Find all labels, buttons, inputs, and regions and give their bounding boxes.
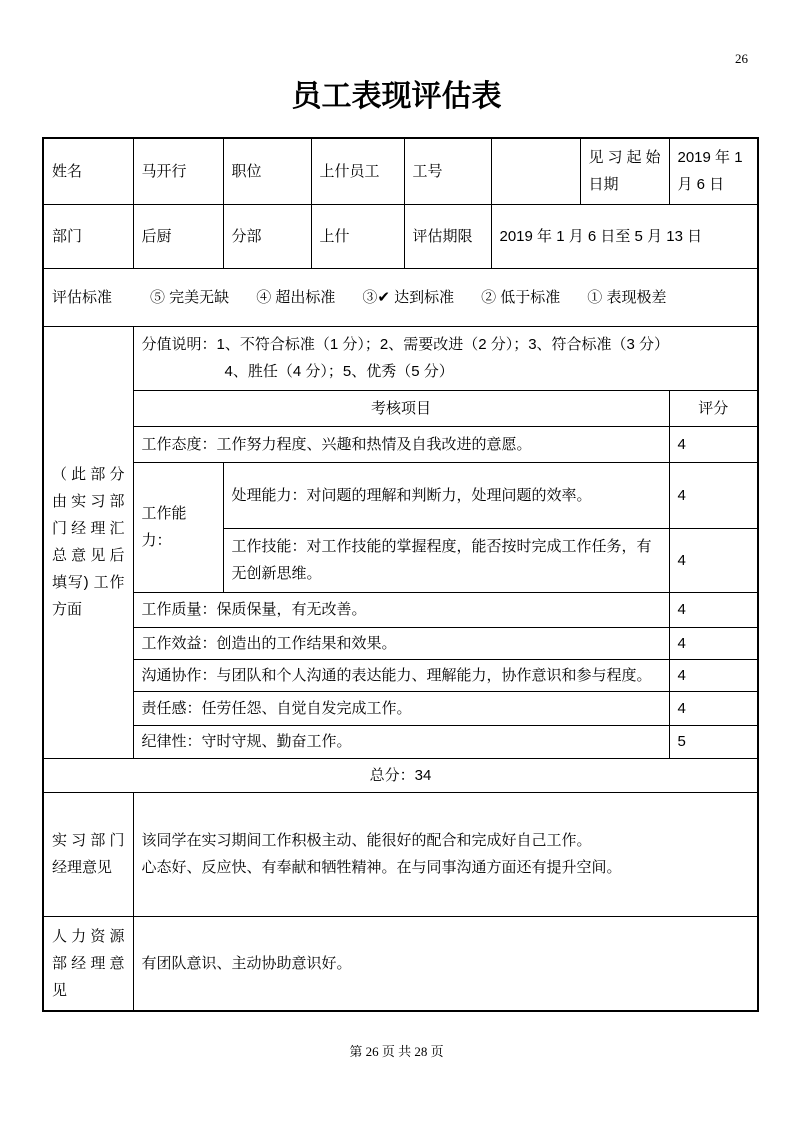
- header-score-cell: 评分: [669, 390, 758, 426]
- total-score-cell: [43, 758, 758, 792]
- table-row-work-quality: [43, 592, 758, 627]
- total-score-label: 总分：: [369, 766, 415, 784]
- table-row-discipline: [43, 725, 758, 758]
- criteria-item-3-checked: ③✔ 达到标准: [362, 288, 455, 306]
- table-row-hr-manager-comment: [43, 916, 758, 1011]
- criteria-item-5: ⑤ 完美无缺: [150, 288, 230, 306]
- table-row-identity-2: [43, 204, 758, 268]
- criteria-label: 评估标准: [52, 288, 113, 306]
- criteria-item-1: ① 表现极差: [587, 288, 667, 306]
- name-value: 马开行: [133, 138, 223, 204]
- table-row-total: [43, 758, 758, 792]
- score-note-line2: 4、胜任（4 分）；5、优秀（5 分）: [224, 363, 454, 380]
- page-title: 员工表现评估表: [291, 80, 502, 113]
- position-value: 上什员工: [311, 138, 404, 204]
- table-row-header: [43, 390, 758, 426]
- item-text: 工作效益：创造出的工作结果和效果。: [133, 627, 669, 659]
- criteria-row-cell: [43, 268, 758, 326]
- employee-id-label: 工号: [404, 138, 491, 204]
- name-label: 姓名: [43, 138, 133, 204]
- hr-manager-comment-cell: 有团队意识、主动协助意识好。: [133, 916, 758, 1011]
- evaluation-period-value: 2019 年 1 月 6 日至 5 月 13 日: [491, 204, 758, 268]
- score-note-line1: 分值说明：1、不符合标准（1 分）；2、需要改进（2 分）；3、符合标准（3 分）: [141, 336, 670, 353]
- hr-manager-comment-label: 人力资源部经理意见: [43, 916, 133, 1011]
- evaluation-table: [42, 137, 759, 1012]
- item-score: 4: [669, 528, 758, 592]
- total-score-value: 34: [414, 766, 432, 784]
- table-row-dept-manager-comment: [43, 792, 758, 916]
- table-row-handling-ability: [43, 462, 758, 528]
- dept-manager-comment-line2: 心态好、反应快、有奉献和牺牲精神。在与同事沟通方面还有提升空间。: [141, 859, 622, 876]
- item-score: 4: [669, 426, 758, 462]
- table-row-communication: [43, 659, 758, 691]
- score-note-cell: [133, 326, 758, 390]
- item-text: 工作态度：工作努力程度、兴趣和热情及自我改进的意愿。: [133, 426, 669, 462]
- page-footer: 第 26 页 共 28 页: [349, 1044, 444, 1059]
- item-text: 责任感：任劳任怨、自觉自发完成工作。: [133, 691, 669, 725]
- dept-manager-comment-line1: 该同学在实习期间工作积极主动、能很好的配合和完成好自己工作。: [141, 832, 592, 849]
- item-text: 处理能力：对问题的理解和判断力，处理问题的效率。: [223, 462, 669, 528]
- item-score: 4: [669, 627, 758, 659]
- table-row-identity-1: [43, 138, 758, 204]
- table-row-work-benefit: [43, 627, 758, 659]
- table-row-score-note: [43, 326, 758, 390]
- department-value: 后厨: [133, 204, 223, 268]
- item-score: 5: [669, 725, 758, 758]
- ability-group-label: 工作能力：: [133, 462, 223, 592]
- employee-id-value: [491, 138, 580, 204]
- dept-manager-comment-cell: [133, 792, 758, 916]
- table-row-criteria: [43, 268, 758, 326]
- probation-start-value: 2019 年 1 月 6 日: [669, 138, 758, 204]
- dept-manager-comment-label: 实习部门经理意见: [43, 792, 133, 916]
- item-score: 4: [669, 691, 758, 725]
- table-row-attitude: [43, 426, 758, 462]
- division-value: 上什: [311, 204, 404, 268]
- item-text: 工作技能：对工作技能的掌握程度，能否按时完成工作任务，有无创新思维。: [223, 528, 669, 592]
- item-text: 纪律性：守时守规、勤奋工作。: [133, 725, 669, 758]
- section-left-note: （此部分由实习部门经理汇总意见后填写) 工作方面: [43, 326, 133, 758]
- criteria-list: [52, 284, 749, 311]
- department-label: 部门: [43, 204, 133, 268]
- criteria-item-2: ② 低于标准: [481, 288, 561, 306]
- header-item-cell: 考核项目: [133, 390, 669, 426]
- item-text: 沟通协作：与团队和个人沟通的表达能力、理解能力，协作意识和参与程度。: [133, 659, 669, 691]
- division-label: 分部: [223, 204, 311, 268]
- criteria-item-4: ④ 超出标准: [256, 288, 336, 306]
- corner-page-number: 26: [735, 51, 748, 66]
- table-row-responsibility: [43, 691, 758, 725]
- item-score: 4: [669, 592, 758, 627]
- evaluation-period-label: 评估期限: [404, 204, 491, 268]
- probation-start-label: 见习起始日期: [580, 138, 669, 204]
- item-score: 4: [669, 462, 758, 528]
- item-text: 工作质量：保质保量，有无改善。: [133, 592, 669, 627]
- position-label: 职位: [223, 138, 311, 204]
- item-score: 4: [669, 659, 758, 691]
